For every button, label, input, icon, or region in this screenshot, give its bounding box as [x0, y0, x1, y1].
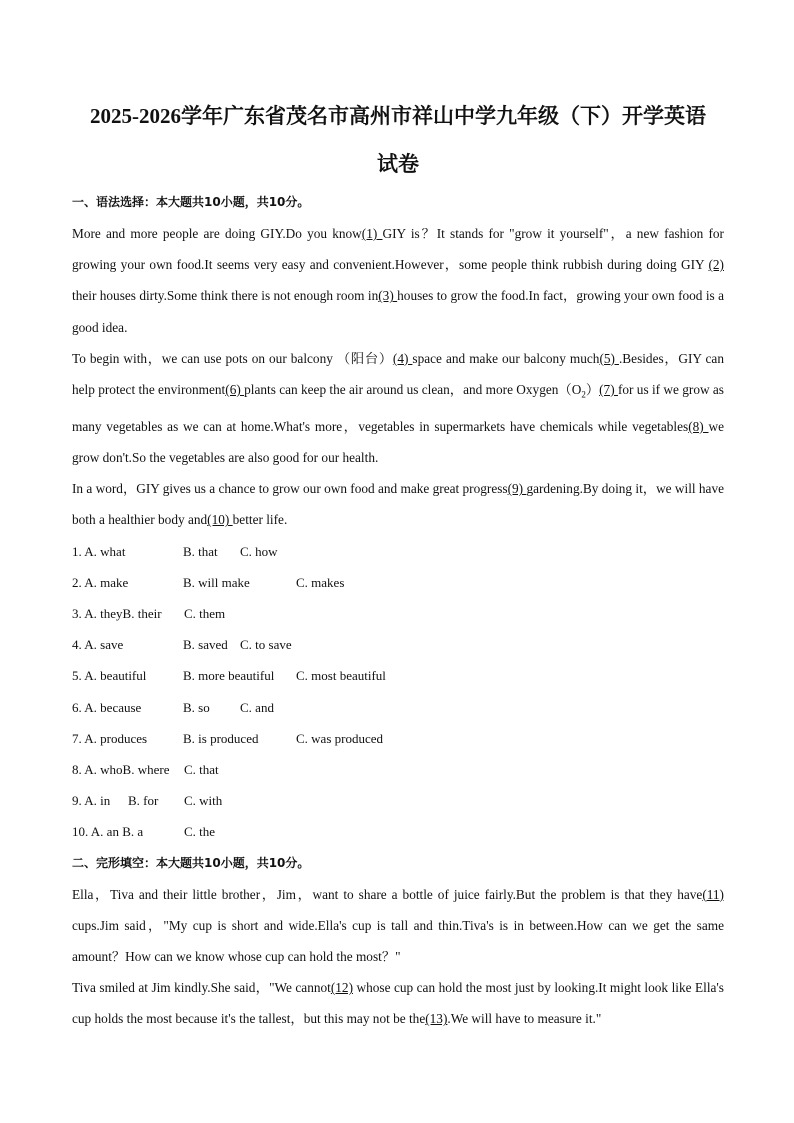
option-c: C. to save [240, 637, 292, 653]
option-c: C. them [184, 606, 226, 622]
exam-page [72, 96, 724, 1035]
option-c: C. with [184, 793, 223, 809]
option-a: 4. A. save [72, 637, 124, 653]
option-c: C. and [240, 699, 274, 715]
text-span: whose cup can hold the most just by looking.It might look like Ella's cup holds the most because it's the tallest，but this may not be the [72, 980, 724, 1027]
options-list [72, 536, 724, 848]
option-row [72, 692, 724, 723]
option-b: B. will make [183, 574, 250, 590]
option-a: 9. A. in [72, 793, 111, 809]
blank-13: (13) [425, 1011, 448, 1027]
text-span: .Besides，GIY can help protect the environment [72, 350, 724, 398]
option-a: 7. A. produces [72, 730, 148, 746]
option-a: 6. A. because [72, 699, 142, 715]
text-span: Tiva smiled at Jim kindly.She said，"We cannot [72, 980, 331, 996]
text-span: for us if we grow as many vegetables as we can at home.What's more，vegetables in supermarkets have chemicals while vegetables [72, 382, 724, 434]
option-a: 1. A. what [72, 543, 126, 559]
option-row [72, 536, 724, 567]
section1-paragraph-3 [72, 473, 724, 535]
option-a: 10. A. an B. a [72, 824, 144, 840]
option-row [72, 629, 724, 660]
blank-11: (11) [702, 886, 724, 902]
option-c: C. makes [296, 574, 345, 590]
option-row [72, 723, 724, 754]
blank-4: (4) [392, 350, 413, 366]
option-row [72, 816, 724, 847]
option-c: C. the [184, 824, 216, 840]
text-span: cups.Jim said，"My cup is short and wide.Ella's cup is tall and thin.Tiva's is in between.How can we get the same amount？How can we know whose cup can hold the most？" [72, 917, 724, 964]
page-title [72, 101, 724, 179]
text-span: GIY is？It stands for "grow it yourself"，a new fashion for growing your own food.It seems very easy and convenient.However，some people think rubbish during doing GIY [72, 226, 724, 273]
option-row [72, 785, 724, 816]
option-b: B. so [183, 699, 210, 715]
text-span: space and make our balcony much [412, 350, 600, 366]
text-span: houses to grow the food.In fact，growing your own food is a good idea. [72, 288, 725, 335]
text-span: .We will have to measure it." [447, 1011, 602, 1027]
text-span: gardening.By doing it，we will have both a healthier body and [72, 481, 725, 528]
text-span: To begin with，we can use pots on our balcony （阳台） [72, 350, 393, 366]
option-c: C. that [184, 762, 219, 777]
option-a: 2. A. make [72, 574, 129, 590]
blank-5: (5) [599, 350, 619, 366]
text-span: plants can keep the air around us clean，and more Oxygen（O [244, 382, 582, 398]
section1-paragraph-2 [72, 343, 724, 473]
option-c: C. how [240, 543, 278, 559]
text-span: Ella，Tiva and their little brother，Jim，want to share a bottle of juice fairly.But the problem is that they have [72, 886, 703, 902]
option-c: C. most beautiful [296, 668, 386, 684]
option-a: 3. A. theyB. their [72, 606, 162, 622]
option-row [72, 754, 724, 785]
title-line-2: 试卷 [377, 152, 419, 176]
blank-8: (8) [688, 418, 709, 434]
section2-heading: 二、完形填空：本大题共10小题，共10分。 [72, 855, 310, 870]
option-b: B. more beautiful [183, 668, 275, 684]
blank-10: (10) [207, 512, 233, 528]
text-span: ） [585, 382, 600, 398]
section2-paragraph-1 [72, 879, 724, 973]
option-b: B. that [183, 543, 218, 559]
blank-1: (1) [361, 226, 383, 241]
text-span: their houses dirty.Some think there is not enough room in [72, 288, 379, 304]
blank-6: (6) [225, 382, 245, 398]
option-a: 5. A. beautiful [72, 668, 147, 684]
blank-3: (3) [378, 288, 398, 304]
option-a: 8. A. whoB. where [72, 762, 170, 777]
section1-heading: 一、语法选择：本大题共10小题，共10分。 [72, 195, 310, 209]
text-span: More and more people are doing GIY.Do you know [72, 226, 362, 241]
blank-12: (12) [330, 980, 353, 996]
text-span: In a word，GIY gives us a chance to grow our own food and make great progress [72, 481, 508, 497]
option-row [72, 567, 724, 598]
section1-paragraph-1 [72, 218, 724, 343]
blank-9: (9) [507, 481, 527, 497]
title-line-1: 2025-2026学年广东省茂名市高州市祥山中学九年级（下）开学英语 [90, 104, 706, 128]
text-span: better life. [232, 512, 288, 528]
blank-2: (2) [708, 257, 724, 273]
option-row [72, 660, 724, 691]
oxygen-subscript: 2 [581, 389, 586, 400]
option-b: B. is produced [183, 730, 259, 746]
option-b: B. saved [183, 637, 228, 653]
option-c: C. was produced [296, 730, 384, 746]
blank-7: (7) [599, 382, 618, 398]
option-b: B. for [128, 793, 159, 809]
text-span: we grow don't.So the vegetables are also good for our health. [72, 418, 724, 466]
option-row [72, 598, 724, 629]
section2-paragraph-2 [72, 972, 724, 1034]
